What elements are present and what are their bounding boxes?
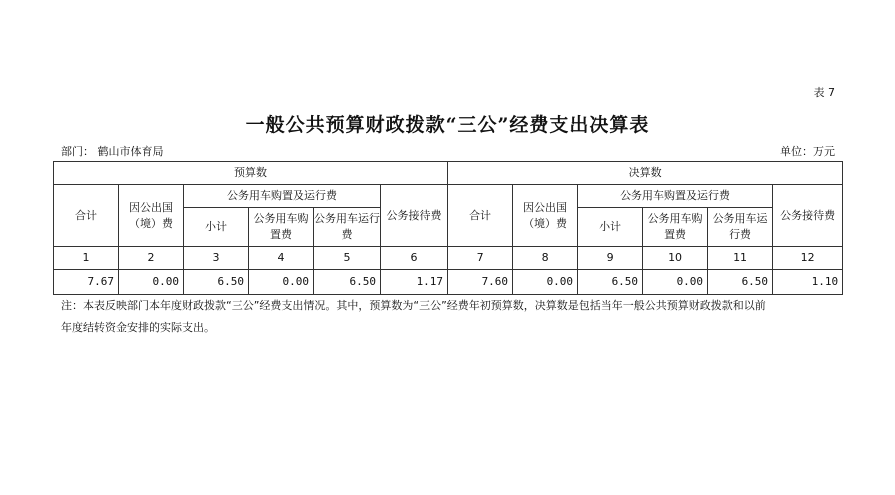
- header-total: 合计: [54, 185, 119, 247]
- header-operation: 公务用车运行费: [708, 208, 773, 247]
- footnote: [61, 295, 841, 339]
- value-cell: 7.60: [448, 270, 513, 295]
- value-cell: 6.50: [314, 270, 381, 295]
- column-number: 10: [643, 247, 708, 270]
- header-subtotal: 小计: [184, 208, 249, 247]
- column-number: 12: [773, 247, 843, 270]
- column-number: 5: [314, 247, 381, 270]
- header-reception: 公务接待费: [773, 185, 843, 247]
- column-number: 11: [708, 247, 773, 270]
- column-number: 8: [513, 247, 578, 270]
- value-cell: 0.00: [119, 270, 184, 295]
- department-label: 部门： 鹤山市体育局: [61, 145, 164, 158]
- table-number: 表 7: [813, 86, 835, 99]
- value-cell: 6.50: [184, 270, 249, 295]
- column-number: 3: [184, 247, 249, 270]
- page-title: 一般公共预算财政拨款“三公”经费支出决算表: [245, 114, 650, 136]
- column-number: 1: [54, 247, 119, 270]
- footnote-line-2: 年度结转资金安排的实际支出。: [61, 321, 215, 334]
- header-vehicle: 公务用车购置及运行费: [184, 185, 381, 208]
- column-number: 9: [578, 247, 643, 270]
- expense-table: [53, 161, 843, 295]
- value-cell: 6.50: [708, 270, 773, 295]
- value-cell: 7.67: [54, 270, 119, 295]
- value-cell: 0.00: [643, 270, 708, 295]
- final-section-header: 决算数: [448, 162, 843, 185]
- header-reception: 公务接待费: [381, 185, 448, 247]
- footnote-line-1: 注：本表反映部门本年度财政拨款“三公”经费支出情况。其中，预算数为“三公”经费年初预算数，决算数是包括当年一般公共预算财政拨款和以前: [61, 299, 766, 312]
- value-cell: 1.17: [381, 270, 448, 295]
- header-total: 合计: [448, 185, 513, 247]
- column-number: 4: [249, 247, 314, 270]
- header-purchase: 公务用车购置费: [249, 208, 314, 247]
- unit-label: 单位：万元: [780, 145, 835, 158]
- budget-section-header: 预算数: [54, 162, 448, 185]
- value-cell: 0.00: [513, 270, 578, 295]
- value-cell: 0.00: [249, 270, 314, 295]
- header-abroad: 因公出国（境）费: [513, 185, 578, 247]
- column-number: 6: [381, 247, 448, 270]
- header-abroad: 因公出国（境）费: [119, 185, 184, 247]
- header-purchase: 公务用车购置费: [643, 208, 708, 247]
- header-subtotal: 小计: [578, 208, 643, 247]
- column-number: 7: [448, 247, 513, 270]
- value-cell: 6.50: [578, 270, 643, 295]
- header-operation: 公务用车运行费: [314, 208, 381, 247]
- column-number: 2: [119, 247, 184, 270]
- value-cell: 1.10: [773, 270, 843, 295]
- header-vehicle: 公务用车购置及运行费: [578, 185, 773, 208]
